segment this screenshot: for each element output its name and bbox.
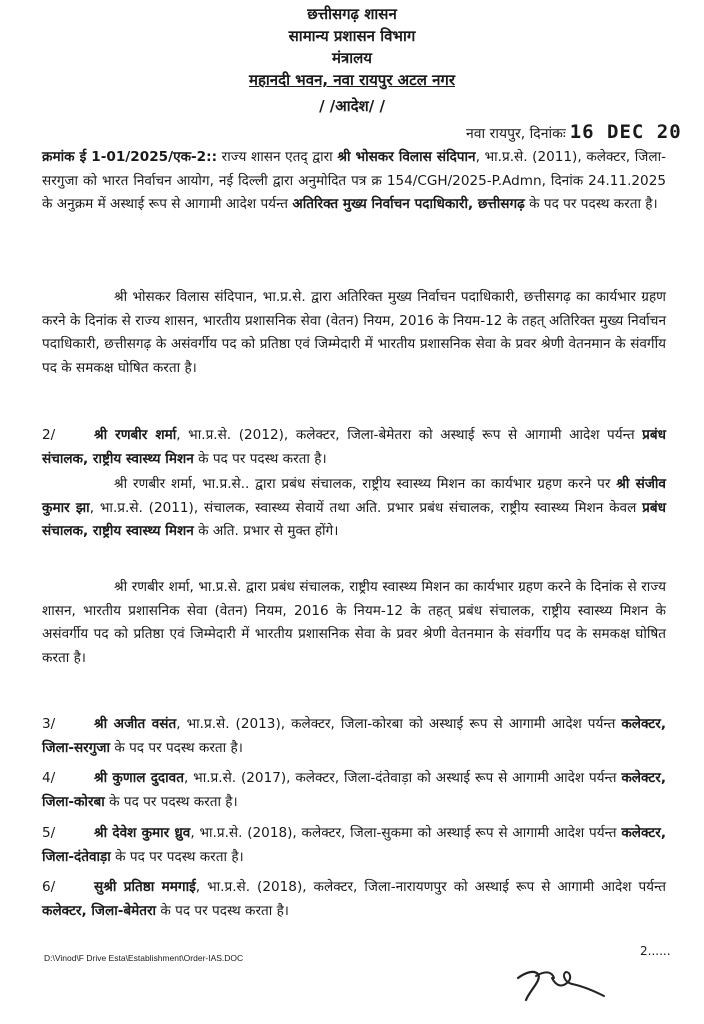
order-2-text-b: के पद पर पदस्थ करता है। <box>193 450 327 467</box>
order-6-text-a: , भा.प्र.से. (2018), कलेक्टर, जिला-नारायणपुर को अस्थाई रूप से आगामी आदेश पर्यन्त <box>195 879 666 895</box>
order-2-name: श्री रणबीर शर्मा <box>94 427 177 443</box>
order-6-name: सुश्री प्रतिष्ठा ममगाई <box>94 879 196 895</box>
order-4-name: श्री कुणाल दुदावत <box>94 770 184 786</box>
order-3-text-b: के पद पर पदस्थ करता है। <box>110 739 243 756</box>
order-1-para-2: श्री भोसकर विलास संदिपान, भा.प्र.से. द्वारा अतिरिक्त मुख्य निर्वाचन पदाधिकारी, छत्तीसगढ़ का कार्यभार ग्रहण करने के दिनांक से राज्य शासन, भारतीय प्रशासनिक सेवा (वेतन) नियम, 2016 के नियम-12 के तहत् अतिरिक्त मुख्य निर्वाचन पदाधिकारी, छत्तीसगढ़ के असंवर्गीय पद को प्रतिष्ठा एवं जिम्मेदारी में भारतीय प्रशासनिक सेवा के प्रवर श्रेणी वेतनमान के संवर्गीय पद के समकक्ष घोषित करता है। <box>42 289 666 376</box>
order-2-post: प्रबंध संचालक, राष्ट्रीय स्वास्थ्य मिशन <box>42 427 667 467</box>
order-4-text-b: के पद पर पदस्थ करता है। <box>104 793 238 810</box>
order-6-text-b: के पद पर पदस्थ करता है। <box>156 902 289 919</box>
header-department: सामान्य प्रशासन विभाग <box>288 27 416 45</box>
order-4-paragraph <box>42 767 666 814</box>
order-5-text-b: के पद पर पदस्थ करता है। <box>110 848 244 865</box>
order-2-para-3: श्री रणबीर शर्मा, भा.प्र.से. द्वारा प्रबंध संचालक, राष्ट्रीय स्वास्थ्य मिशन का कार्यभार ग्रहण करने के दिनांक से राज्य शासन, भारतीय प्रशासनिक सेवा (वेतन) नियम, 2016 के नियम-12 के तहत् प्रबंध संचालक, राष्ट्रीय स्वास्थ्य मिशन के असंवर्गीय पद को प्रतिष्ठा एवं जिम्मेदारी में भारतीय प्रशासनिक सेवा के प्रवर श्रेणी वेतनमान के संवर्गीय पद के समकक्ष घोषित करता है। <box>42 579 666 666</box>
header-address: महानदी भवन, नवा रायपुर अटल नगर <box>248 71 456 89</box>
order-3-text-a: , भा.प्र.से. (2013), कलेक्टर, जिला-कोरबा को अस्थाई रूप से आगामी आदेश पर्यन्त <box>176 716 622 732</box>
date-row <box>466 121 682 143</box>
order-1-name: श्री भोसकर विलास संदिपान <box>337 149 476 165</box>
order-2-text-a: , भा.प्र.से. (2012), कलेक्टर, जिला-बेमेतरा को अस्थाई रूप से आगामी आदेश पर्यन्त <box>176 427 643 443</box>
date-stamp: 16 DEC 20 <box>569 121 682 143</box>
order-2-p2-name: श्री संजीव कुमार झा <box>42 476 666 516</box>
order-2-para-2 <box>42 473 666 544</box>
order-1-number: क्रमांक ई 1-01/2025/एक-2:: <box>42 149 218 165</box>
file-path: D:\Vinod\F Drive Esta\Establishment\Order-IAS.DOC <box>44 953 244 963</box>
order-5-paragraph <box>42 822 666 869</box>
order-5-name: श्री देवेश कुमार ध्रुव <box>94 825 191 841</box>
order-1-post: अतिरिक्त मुख्य निर्वाचन पदाधिकारी, छत्तीसगढ़ <box>292 196 525 213</box>
order-5-text-a: , भा.प्र.से. (2018), कलेक्टर, जिला-सुकमा को अस्थाई रूप से आगामी आदेश पर्यन्त <box>190 825 622 841</box>
order-4-text-a: , भा.प्र.से. (2017), कलेक्टर, जिला-दंतेवाड़ा को अस्थाई रूप से आगामी आदेश पर्यन्त <box>183 770 622 786</box>
order-1-text-c: के पद पर पदस्थ करता है। <box>524 196 658 213</box>
order-1-paragraph <box>42 146 666 217</box>
order-3-name: श्री अजीत वसंत <box>94 716 177 732</box>
order-2-p2-post: प्रबंध संचालक, राष्ट्रीय स्वास्थ्य मिशन <box>42 499 666 540</box>
order-6-number: 6/ <box>42 879 56 895</box>
page-continuation: 2...... <box>640 944 671 958</box>
order-2-paragraph <box>42 424 666 471</box>
order-3-number: 3/ <box>42 716 56 732</box>
order-3-post: कलेक्टर, जिला-सरगुजा <box>42 716 666 756</box>
order-2-p2-text-c: के अति. प्रभार से मुक्त होंगे। <box>193 523 339 540</box>
order-5-number: 5/ <box>42 825 56 841</box>
order-2-number: 2/ <box>42 427 56 443</box>
order-5-post: कलेक्टर, जिला-दंतेवाड़ा <box>42 825 666 865</box>
header-order-title: / /आदेश/ / <box>319 97 385 115</box>
order-6-paragraph <box>42 876 666 923</box>
order-2-p2-text-b: , भा.प्र.से. (2011), संचालक, स्वास्थ्य सेवायें तथा अति. प्रभार प्रबंध संचालक, राष्ट्रीय स्वास्थ्य मिशन केवल <box>89 499 643 516</box>
order-4-number: 4/ <box>42 770 56 786</box>
order-1-text-a: राज्य शासन एतद् द्वारा <box>217 149 338 165</box>
date-label: नवा रायपुर, दिनांकः <box>466 126 566 142</box>
signature-scribble <box>512 960 612 1004</box>
order-1-text-b: , भा.प्र.से. (2011), कलेक्टर, जिला-सरगुजा को भारत निर्वाचन आयोग, नई दिल्ली द्वारा अनुमोदित पत्र क्र 154/CGH/2025-P.Admn, दिनांक 24.11.2025 के अनुक्रम में अस्थाई रूप से आगामी आदेश पर्यन्त <box>42 149 666 213</box>
header-government: छत्तीसगढ़ शासन <box>307 5 397 23</box>
order-4-post: कलेक्टर, जिला-कोरबा <box>42 770 666 810</box>
order-6-post: कलेक्टर, जिला-बेमेतरा <box>42 902 157 919</box>
order-3-paragraph <box>42 713 666 760</box>
header-ministry: मंत्रालय <box>331 49 372 67</box>
order-2-p2-text-a: श्री रणबीर शर्मा, भा.प्र.से.. द्वारा प्रबंध संचालक, राष्ट्रीय स्वास्थ्य मिशन का कार्यभार ग्रहण करने पर <box>114 476 617 492</box>
